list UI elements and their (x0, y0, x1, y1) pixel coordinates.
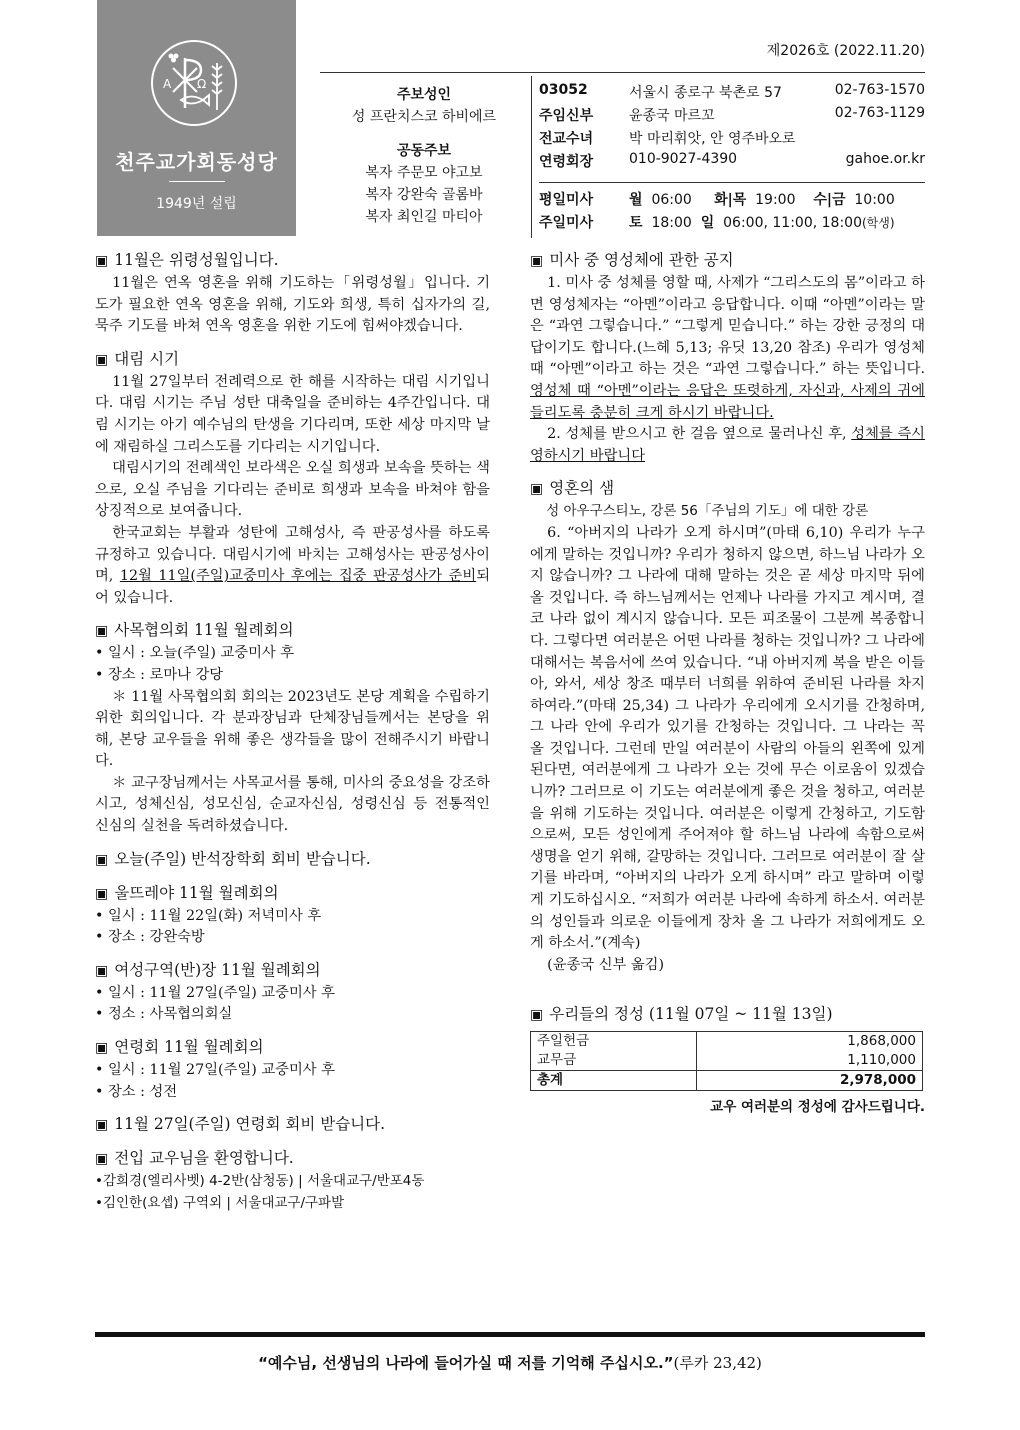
footer-divider (95, 1332, 925, 1337)
notice-funeral-association (95, 1035, 490, 1103)
quote-text: “예수님, 선생님의 나라에 들어가실 때 저를 기억해 주십시오.” (258, 1354, 674, 1372)
website-link[interactable]: gahoe.or.kr (845, 151, 925, 167)
pastor-label: 주임신부 (539, 108, 594, 124)
section-body: ＊ 교구장님께서는 사목교서를 통해, 미사의 중요성을 강조하시고, 성체신심, 성모신심, 순교자신심, 성령신심 등 전통적인 신심의 실천을 독려하셨습니다. (95, 774, 490, 835)
association-label: 연령회장 (539, 154, 594, 170)
notice-november-souls (95, 248, 490, 338)
square-bullet-icon: ▣ (95, 351, 109, 368)
section-title: 우리들의 정성 (11월 07일 ~ 11월 13일) (549, 1005, 833, 1024)
patron-saints (320, 84, 528, 228)
pastor-name: 윤종국 마르꼬 (629, 108, 715, 124)
list-item: • 일시 : 11월 27일(주일) 교중미사 후 (95, 1062, 335, 1079)
underlined-text: 12월 11일(주일)교중미사 후에는 집중 판공성사가 준비 (119, 568, 477, 585)
quote-reference: (루카 23,42) (673, 1354, 762, 1372)
list-item: •감희경(엘리사벳) 4-2반(삼청동) | 서울대교구/반포4동 (95, 1173, 425, 1190)
list-item: • 정소 : 사목협의회실 (95, 1006, 233, 1023)
section-title: 미사 중 영성체에 관한 공지 (549, 251, 734, 269)
underlined-text: 성체를 즉시 영하시기 바랍니다 (530, 426, 925, 464)
square-bullet-icon: ▣ (95, 1040, 109, 1057)
weekday-mass-times: 월 06:00 화|목 19:00 수|금 10:00 (629, 192, 895, 208)
total-value: 2,978,000 (696, 1071, 922, 1091)
header-vertical-divider (531, 76, 532, 238)
offering-value: 1,110,000 (696, 1051, 922, 1071)
patron-saint: 성 프란치스코 하비에르 (351, 109, 497, 125)
section-title: 연령회 11월 월례회의 (114, 1038, 264, 1057)
section-body: 2. 성체를 받으시고 한 걸음 옆으로 물러나신 후, 성체를 즉시 영하시기 바랍니다 (530, 426, 925, 464)
postal-code: 03052 (539, 82, 588, 98)
sister-names: 박 마리휘앗, 안 영주바오로 (629, 131, 796, 147)
left-column (95, 248, 490, 1214)
notice-womens-district (95, 958, 490, 1026)
section-title: 울뜨레야 11월 월례회의 (114, 883, 279, 902)
total-label: 총계 (531, 1071, 697, 1091)
table-row (531, 1051, 923, 1071)
translator-credit: (윤종국 신부 옮김) (547, 956, 665, 973)
notice-ultreya (95, 881, 490, 949)
list-item: •김인한(요셉) 구역외 | 서울대교구/구파발 (95, 1194, 345, 1211)
svg-text:Ω: Ω (197, 77, 207, 91)
offerings (530, 1002, 925, 1119)
footer-quote (95, 1352, 925, 1373)
section-subtitle: 성 아우구스티노, 강론 56「주님의 기도」에 대한 강론 (546, 503, 869, 520)
square-bullet-icon: ▣ (530, 481, 544, 498)
square-bullet-icon: ▣ (95, 253, 109, 269)
mass-schedule (539, 182, 925, 235)
list-item: • 장소 : 로마나 강당 (95, 666, 224, 683)
logo-divider (169, 181, 225, 182)
section-body: 대림시기의 전례색인 보라색은 오실 희생과 보속을 뜻하는 색으로, 오실 주님을 기다리는 준비로 희생과 보속을 바쳐야 함을 상징적으로 보여줍니다. (95, 460, 490, 520)
notice-advent (95, 347, 490, 610)
list-item: • 일시 : 11월 27일(주일) 교중미사 후 (95, 984, 335, 1001)
section-title: 11월은 위령성월입니다. (114, 251, 279, 269)
right-column (530, 248, 925, 1119)
notice-welcome (95, 1146, 490, 1214)
co-patron-3: 복자 최인길 마티아 (365, 209, 483, 225)
underlined-text: 영성체 때 “아멘”이라는 응답은 또렷하게, 자신과, 사제의 귀에 들리도록 충분히 크게 하시기 바랍니다. (530, 382, 925, 421)
square-bullet-icon: ▣ (95, 851, 109, 868)
section-body: 11월 27일부터 전례력으로 한 해를 시작하는 대림 시기입니다. 대림 시기는 주님 성탄 대축일을 준비하는 4주간입니다. 대림 시기는 아기 예수님의 탄생을 기다리며, 또한 세상 마지막 날에 재림하실 그리스도를 기다리는 시기입니다. (95, 373, 490, 455)
notice-association-dues (95, 1112, 490, 1137)
weekday-mass-label: 평일미사 (539, 192, 594, 208)
chi-rho-grapes-fish-wheat-icon (149, 38, 239, 128)
header-divider (320, 72, 925, 73)
section-title: 대림 시기 (114, 349, 180, 368)
church-name: 천주교가회동성당 (115, 150, 278, 174)
phone-rectory: 02-763-1129 (834, 105, 925, 121)
section-body: ＊ 11월 사목협의회 회의는 2023년도 본당 계획을 수립하기 위한 회의입니다. 각 분과장님과 단체장님들께서는 본당을 위해, 본당 교우들을 위해 좋은 생각들을 많이 전해주시기 바랍니다. (95, 688, 490, 770)
square-bullet-icon: ▣ (95, 1117, 109, 1134)
table-row (531, 1032, 923, 1052)
association-phone: 010-9027-4390 (629, 151, 738, 167)
section-body: 6. “아버지의 나라가 오게 하시며”(마태 6,10) 우리가 누구에게 말하는 것입니까? 우리가 청하지 않으면, 하느님 나라가 오지 않습니까? 그 나라에 대해 말하는 것은 곧 세상 마지막 뒤에 올 것입니다. 즉 하느님께서는 언제나 나라를 가지고 계시며, 결코 나라 없이 계시지 않습니다. 모든 피조물이 그분께 복종합니다. 그렇다면 여러분은 어떤 나라를 청하는 것입니까? 그 나라에 대해서는 복음서에 쓰여 있습니다. “내 아버지께 복을 받은 이들아, 와서, 세상 창조 때부터 너희를 위하여 준비된 나라를 차지하여라.”(마태 25,34) 그 나라가 우리에게 오시기를 간청하며, 그 나라 안에 우리가 있기를 간청하는 것입니다. 그 나라는 꼭 올 것입니다. 그런데 만일 여러분이 사람의 아들의 왼쪽에 있게 된다면, 여러분에게 그 나라가 오는 것에 무슨 이로움이 있겠습니까? 그러므로 이 기도는 여러분에게 좋은 것을 청하고, 여러분을 위해 기도하는 것입니다. 여러분은 이렇게 간청하고, 기도함으로써, 모든 성인에게 주어져야 할 하느님 나라에 속함으로써 생명을 얻기 위해, 갈망하는 것입니다. 그러므로 여러분이 잘 살기를 바라며, “아버지의 나라가 오게 하시며” 라고 말하며 이렇게 기도하십시오. “저희가 여러분 나라에 속하게 하소서. 여러분의 성인들과 의로운 이들에게 장차 올 그 나라가 저희에게도 오게 하소서.”(계속) (530, 524, 925, 952)
section-title: 사목협의회 11월 월례회의 (114, 621, 294, 640)
square-bullet-icon: ▣ (95, 1151, 109, 1168)
section-title: 여성구역(반)장 11월 월례회의 (114, 960, 321, 979)
sister-label: 전교수녀 (539, 131, 594, 147)
list-item: • 장소 : 성전 (95, 1083, 178, 1100)
founded-year: 1949년 설립 (156, 196, 237, 212)
list-item: • 장소 : 강완숙방 (95, 929, 205, 946)
sunday-mass-label: 주일미사 (539, 215, 594, 231)
offering-label: 교무금 (531, 1051, 697, 1071)
parish-info (539, 82, 925, 174)
notice-communion (530, 248, 925, 467)
section-body: 11월은 연옥 영혼을 위해 기도하는「위령성월」입니다. 기도가 필요한 연옥 영혼을 위해, 기도와 희생, 특히 십자가의 길, 묵주 기도를 바쳐 연옥 영혼을 위한 기도에 힘써야겠습니다. (95, 275, 490, 335)
square-bullet-icon: ▣ (95, 623, 109, 640)
co-patron-1: 복자 주문모 야고보 (365, 165, 483, 181)
church-logo-block (97, 0, 296, 236)
thanks-note: 교우 여러분의 정성에 감사드립니다. (710, 1099, 925, 1116)
sunday-mass-times: 토 18:00 일 06:00, 11:00, 18:00(학생) (629, 215, 895, 231)
section-body: 한국교회는 부활과 성탄에 고해성사, 즉 판공성사를 하도록 규정하고 있습니다. 대림시기에 바치는 고해성사는 판공성사이며, 12월 11일(주일)교중미사 후에는 집중 판공성사가 준비되어 있습니다. (95, 524, 490, 606)
phone-office: 02-763-1570 (834, 82, 925, 98)
section-title: 11월 27일(주일) 연령회 회비 받습니다. (114, 1115, 386, 1134)
offering-value: 1,868,000 (696, 1032, 922, 1052)
list-item: • 일시 : 오늘(주일) 교중미사 후 (95, 645, 295, 662)
square-bullet-icon: ▣ (530, 253, 544, 269)
notice-scholarship (95, 847, 490, 872)
offering-label: 주일헌금 (531, 1032, 697, 1052)
svg-text:A: A (163, 77, 172, 91)
section-title: 오늘(주일) 반석장학회 회비 받습니다. (114, 849, 371, 868)
address: 서울시 종로구 북촌로 57 (629, 85, 782, 101)
section-title: 전입 교우님을 환영합니다. (114, 1149, 294, 1168)
square-bullet-icon: ▣ (530, 1007, 544, 1024)
table-row (531, 1071, 923, 1091)
co-patron-heading: 공동주보 (396, 143, 452, 159)
section-title: 영혼의 샘 (549, 479, 615, 498)
section-body: 1. 미사 중 성체를 영할 때, 사제가 “그리스도의 몸”이라고 하면 영성체자는 “아멘”이라고 응답합니다. 이때 “아멘”이라는 말은 “과연 그렇습니다.” “그렇게 믿습니다.” 하는 강한 긍정의 대답이기도 합니다.(느헤 5,13; 유딧 13,20 참조) 우리가 영성체 때 “아멘”이라고 하는 것은 “과연 그렇습니다.” 하는 뜻입니다. 영성체 때 “아멘”이라는 응답은 또렷하게, 자신과, 사제의 귀에 들리도록 충분히 크게 하시기 바랍니다. (530, 275, 925, 421)
issue-number: 제2026호 (2022.11.20) (766, 43, 925, 59)
notice-pastoral-council (95, 618, 490, 837)
square-bullet-icon: ▣ (95, 962, 109, 979)
co-patron-2: 복자 강완숙 골롬바 (365, 187, 483, 203)
patron-heading: 주보성인 (396, 87, 452, 103)
square-bullet-icon: ▣ (95, 885, 109, 902)
spiritual-reading (530, 476, 925, 976)
list-item: • 일시 : 11월 22일(화) 저녁미사 후 (95, 907, 322, 924)
offering-table (530, 1031, 923, 1091)
